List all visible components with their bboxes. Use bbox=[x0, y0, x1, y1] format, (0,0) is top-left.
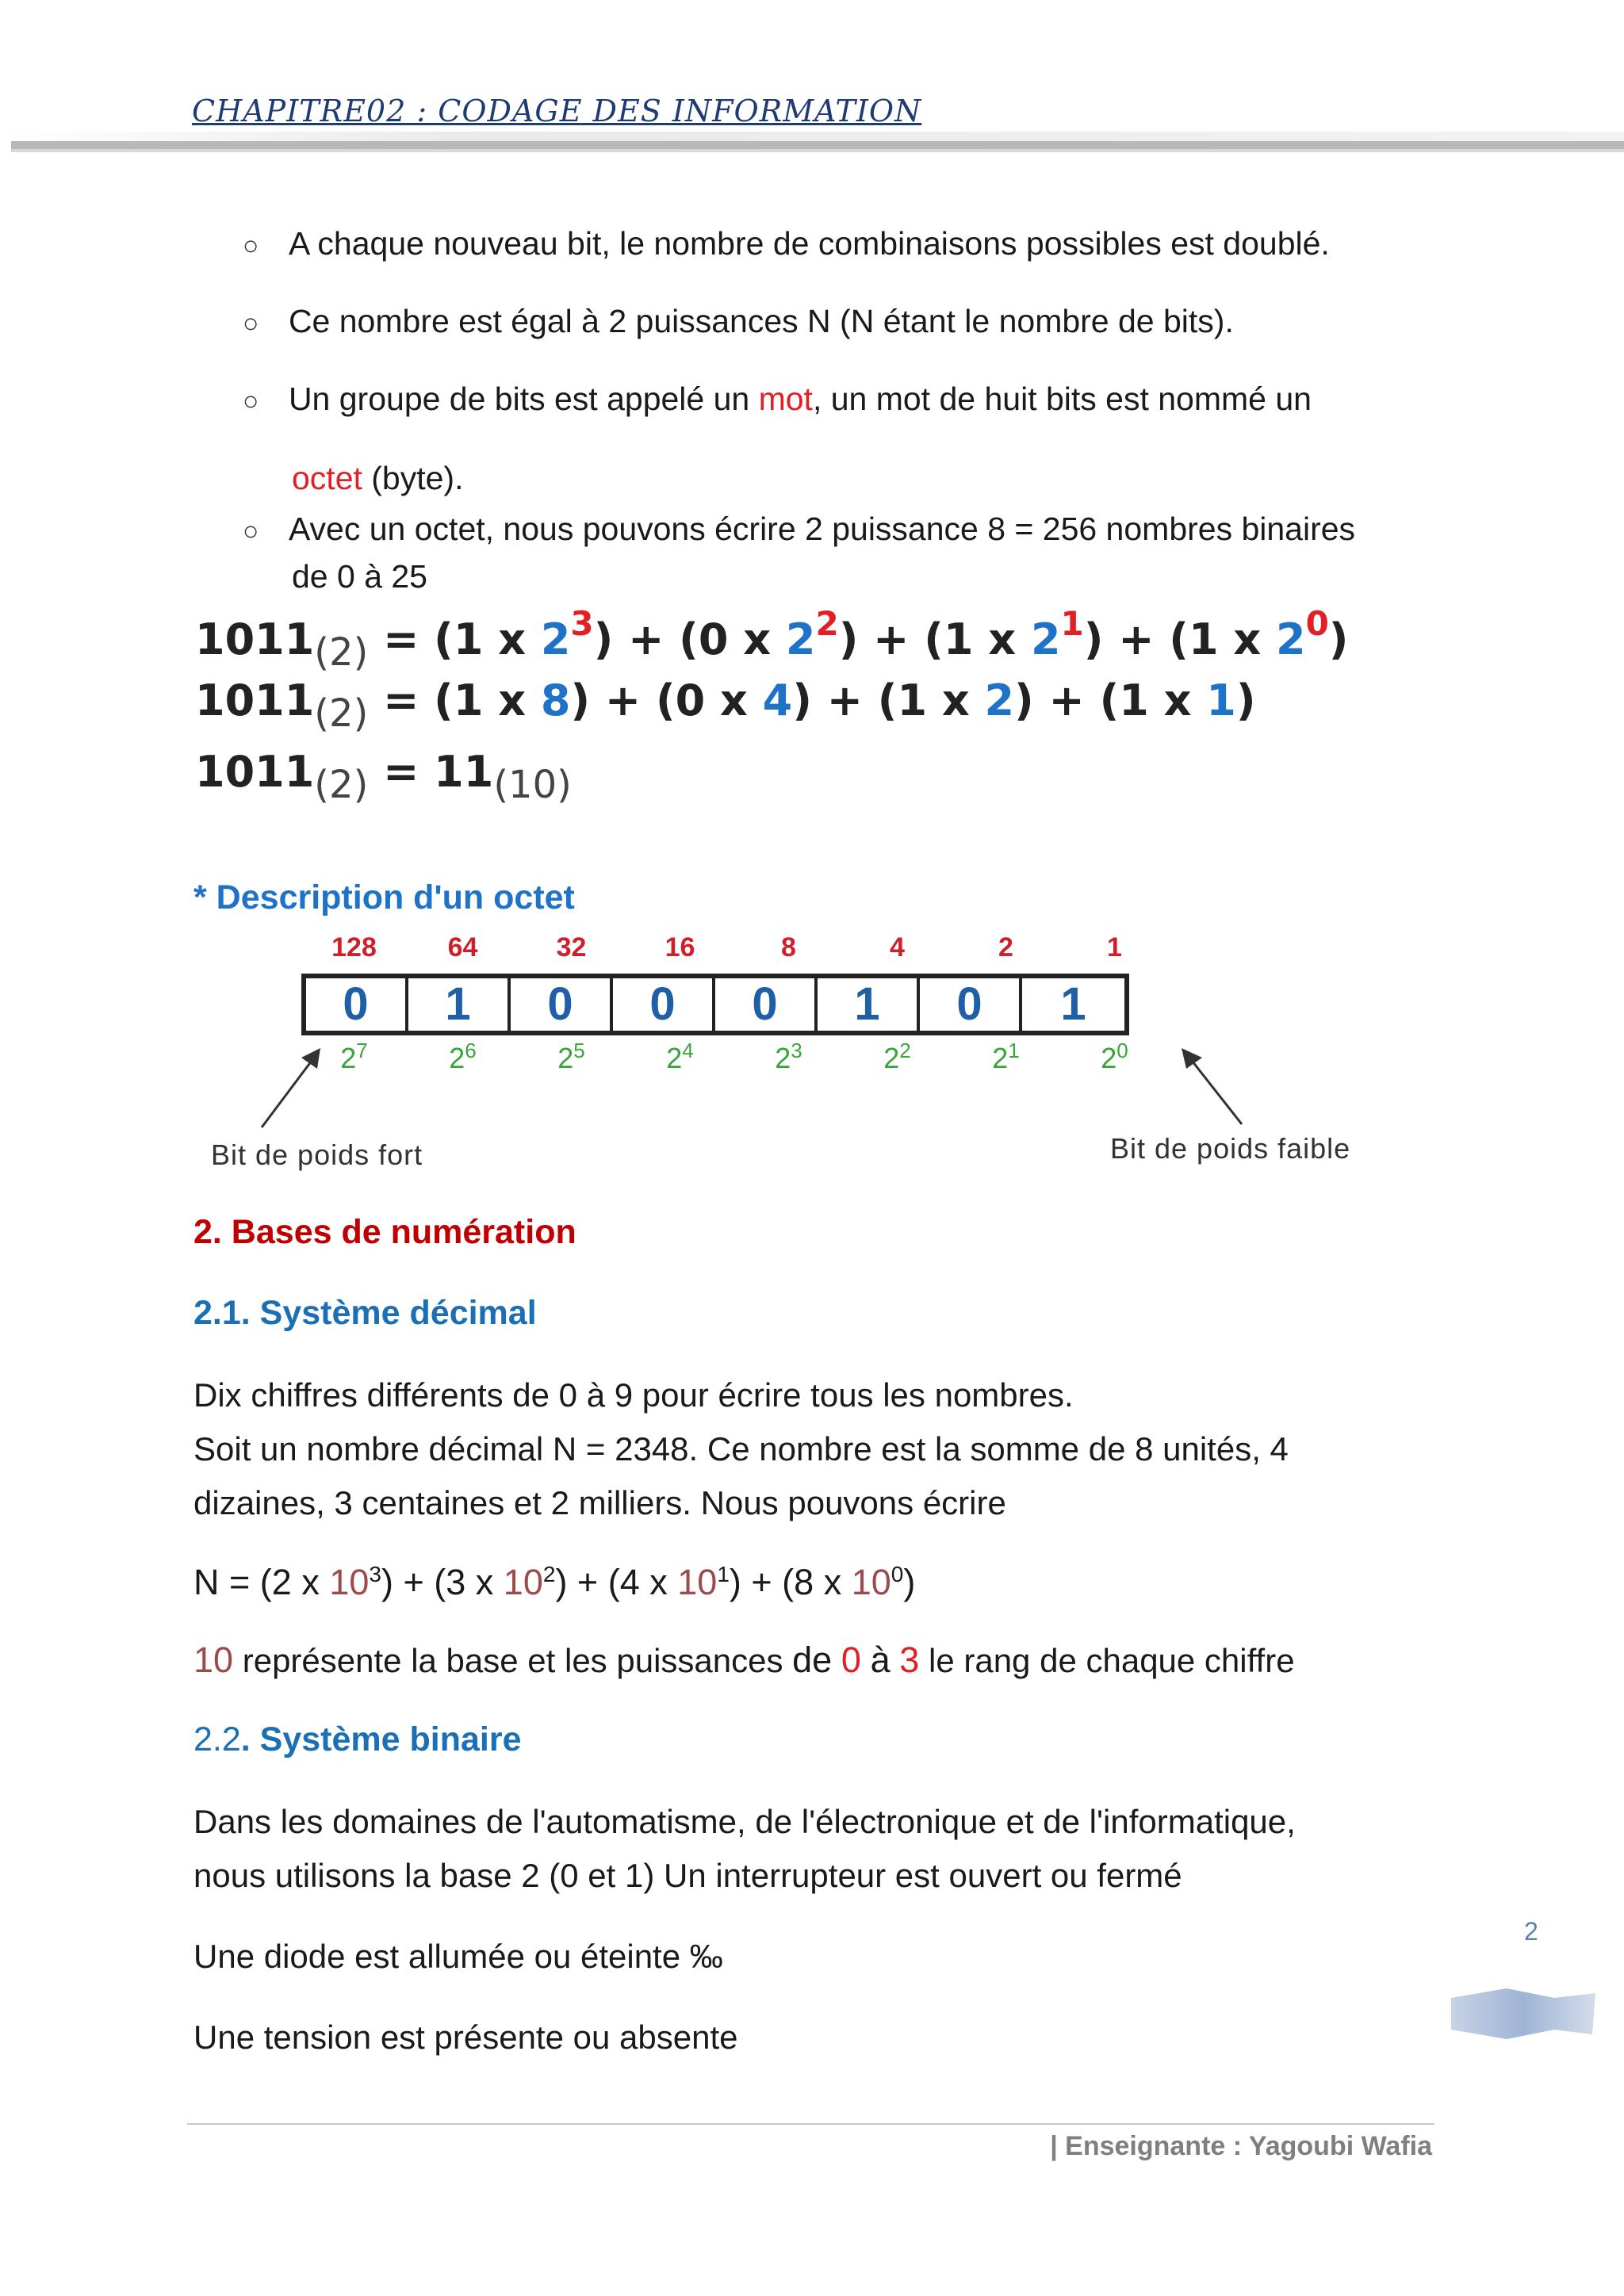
section-2-2-title: 2.2. Système binaire bbox=[193, 1720, 522, 1758]
header-rule bbox=[11, 141, 1624, 149]
equation-line-2: 1011(2) = (1 x 8) + (0 x 4) + (1 x 2) + (1 x 1) bbox=[195, 675, 1256, 736]
bullet-circle-icon: ○ bbox=[243, 386, 259, 416]
paragraph-line: Une diode est allumée ou éteinte ‰ bbox=[193, 1938, 723, 1975]
weight-label: 64 bbox=[447, 932, 478, 962]
equation-line-3: 1011(2) = 11(10) bbox=[195, 747, 572, 807]
term-octet: octet bbox=[292, 460, 362, 496]
paragraph-line: dizaines, 3 centaines et 2 milliers. Nous pouvons écrire bbox=[193, 1484, 1006, 1521]
bit-cell: 1 bbox=[408, 978, 511, 1031]
weight-label: 32 bbox=[556, 932, 587, 962]
lsb-arrow-icon bbox=[1170, 1047, 1250, 1134]
bit-cell: 1 bbox=[818, 978, 920, 1031]
paragraph-line: Soit un nombre décimal N = 2348. Ce nombre est la somme de 8 unités, 4 bbox=[193, 1430, 1289, 1468]
msb-arrow-icon bbox=[254, 1047, 333, 1134]
bit-cell: 0 bbox=[613, 978, 715, 1031]
bullet-item-1: ○ A chaque nouveau bit, le nombre de combinaisons possibles est doublé. bbox=[243, 225, 1330, 262]
bit-cell: 0 bbox=[920, 978, 1022, 1031]
bullet-item-3: ○ Un groupe de bits est appelé un mot, un mot de huit bits est nommé un bbox=[243, 381, 1312, 417]
bit-cell: 0 bbox=[511, 978, 613, 1031]
lsb-label: Bit de poids faible bbox=[1110, 1132, 1351, 1165]
bit-cell: 0 bbox=[306, 978, 408, 1031]
header-rule-light bbox=[11, 149, 1624, 152]
section-2-1-title: 2.1. Système décimal bbox=[193, 1294, 537, 1332]
bit-cell: 0 bbox=[715, 978, 818, 1031]
footer-rule bbox=[187, 2123, 1434, 2125]
page-number: 2 bbox=[1524, 1917, 1538, 1946]
paragraph-line: Dix chiffres différents de 0 à 9 pour écrire tous les nombres. bbox=[193, 1376, 1074, 1414]
bullet-circle-icon: ○ bbox=[243, 308, 259, 339]
base-explanation: 10 représente la base et les puissances de 0 à 3 le rang de chaque chiffre bbox=[193, 1640, 1295, 1680]
decimal-formula: N = (2 x $10^3) + (3$ x $10^2) + (4$ x $10^1) + (8$ x $10^0$) bbox=[193, 1562, 916, 1602]
weight-label: 16 bbox=[665, 932, 695, 962]
msb-label: Bit de poids fort bbox=[211, 1138, 423, 1171]
bullet-item-3-cont: octet (byte). bbox=[292, 460, 464, 496]
octet-section-title: * Description d'un octet bbox=[193, 878, 575, 916]
octet-weights-row bbox=[300, 932, 1180, 963]
term-mot: mot bbox=[758, 381, 813, 417]
power-label: $2^1$ bbox=[992, 1039, 1020, 1074]
bullet-circle-icon: ○ bbox=[243, 516, 259, 546]
equation-line-1: 1011(2) = (1 x $2^3) + (0$ x $2^2) + (1$ x $2^1) + (1$ x $2^0$) bbox=[195, 604, 1349, 675]
power-label: $2^7$ bbox=[340, 1039, 368, 1074]
weight-label: 1 bbox=[1107, 932, 1122, 962]
paragraph-line: nous utilisons la base 2 (0 et 1) Un interrupteur est ouvert ou fermé bbox=[193, 1857, 1182, 1894]
weight-label: 128 bbox=[331, 932, 377, 962]
power-label: $2^2$ bbox=[883, 1039, 911, 1074]
bullet-circle-icon: ○ bbox=[243, 231, 259, 261]
page-tab-decoration bbox=[1451, 1985, 1595, 2042]
section-2-title: 2. Bases de numération bbox=[193, 1213, 576, 1251]
paragraph-line: Dans les domaines de l'automatisme, de l'électronique et de l'informatique, bbox=[193, 1803, 1296, 1840]
weight-label: 2 bbox=[998, 932, 1013, 962]
power-label: $2^3$ bbox=[775, 1039, 802, 1074]
power-label: $2^0$ bbox=[1101, 1039, 1128, 1074]
weight-label: 8 bbox=[781, 932, 796, 962]
octet-powers-row bbox=[300, 1039, 1180, 1075]
chapter-title: CHAPITRE02 : CODAGE DES INFORMATION bbox=[192, 94, 922, 128]
power-label: $2^4$ bbox=[666, 1039, 694, 1074]
bit-cell: 1 bbox=[1060, 978, 1086, 1030]
paragraph-line: Une tension est présente ou absente bbox=[193, 2019, 738, 2056]
footer-author: | Enseignante : Yagoubi Wafia bbox=[1050, 2131, 1432, 2161]
weight-label: 4 bbox=[890, 932, 905, 962]
power-label: $2^6$ bbox=[449, 1039, 477, 1074]
bullet-item-4-cont: de 0 à 25 bbox=[292, 558, 427, 595]
bullet-item-4: ○ Avec un octet, nous pouvons écrire 2 puissance 8 = 256 nombres binaires bbox=[243, 511, 1356, 547]
octet-bit-box bbox=[301, 974, 1129, 1035]
power-label: $2^5$ bbox=[557, 1039, 585, 1074]
bullet-item-2: ○ Ce nombre est égal à 2 puissances N (N étant le nombre de bits). bbox=[243, 303, 1234, 339]
